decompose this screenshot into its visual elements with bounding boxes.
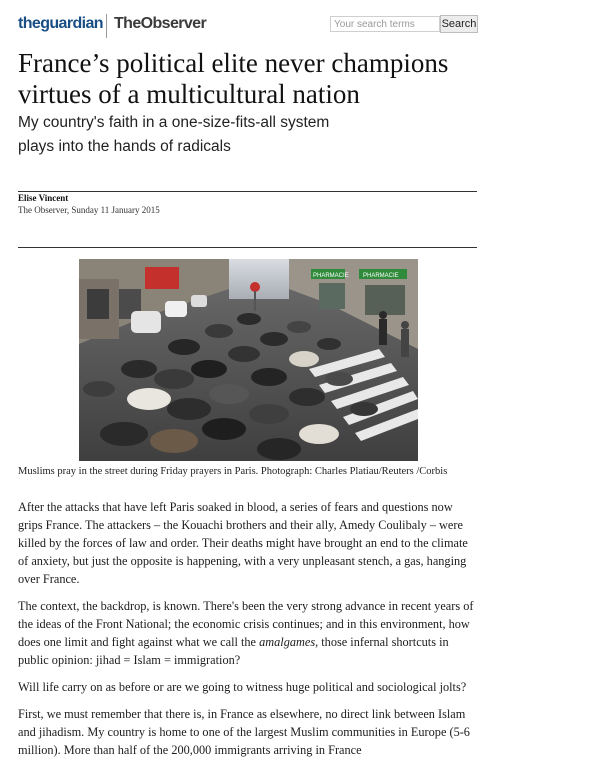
paragraph — [18, 597, 480, 669]
masthead — [18, 12, 478, 38]
paragraph: First, we must remember that there is, in France as elsewhere, no direct link between Islam and jihadism. My country is home to one of the largest Muslim communities in Europe (5-6 million). More than half of the 200,000 immigrants arriving in France — [18, 707, 470, 757]
author-name[interactable]: Elise Vincent — [18, 193, 69, 203]
guardian-logo[interactable]: theguardian — [18, 15, 103, 32]
article-photo — [79, 259, 418, 461]
search-button[interactable]: Search — [440, 15, 478, 33]
pharmacy-sign-left: PHARMACIE — [313, 273, 349, 279]
logo-divider — [106, 14, 107, 38]
standfirst: My country's faith in a one-size-fits-all system plays into the hands of radicals — [18, 114, 330, 155]
byline-top-rule — [18, 191, 477, 192]
dateline: The Observer, Sunday 11 January 2015 — [18, 205, 160, 215]
paragraph: Will life carry on as before or are we going to witness huge political and sociological jolts? — [18, 680, 467, 694]
paragraph: After the attacks that have left Paris soaked in blood, a series of fears and questions now grips France. The attackers – the Kouachi brothers and their ally, Amedy Coulibaly – were killed by the forces of law and order. Their deaths might have brought an end to the climate of anxiety, but just the opposite is happening, with a very unpleasant stench, a gas, hanging over France. — [18, 500, 468, 586]
pharmacy-sign-right: PHARMACIE — [363, 273, 399, 279]
paragraph-emphasis: amalgames — [259, 635, 316, 649]
byline-bottom-rule — [18, 247, 477, 248]
paragraph-text: The context, the backdrop, is known. There's been the very strong advance in recent years of the ideas of the Front National; the economic crisis continues; and in this environment, how does one limit and fight against what we call the — [18, 599, 474, 649]
paragraph-text: , those infernal shortcuts in public opinion: jihad = Islam = immigration? — [18, 635, 449, 667]
article-body — [18, 498, 480, 768]
observer-logo[interactable]: TheObserver — [114, 15, 207, 32]
headline: France’s political elite never champions virtues of a multicultural nation — [18, 48, 449, 109]
search-input[interactable] — [330, 16, 440, 32]
image-caption: Muslims pray in the street during Friday prayers in Paris. Photograph: Charles Platiau/Reuters /Corbis — [18, 466, 448, 477]
